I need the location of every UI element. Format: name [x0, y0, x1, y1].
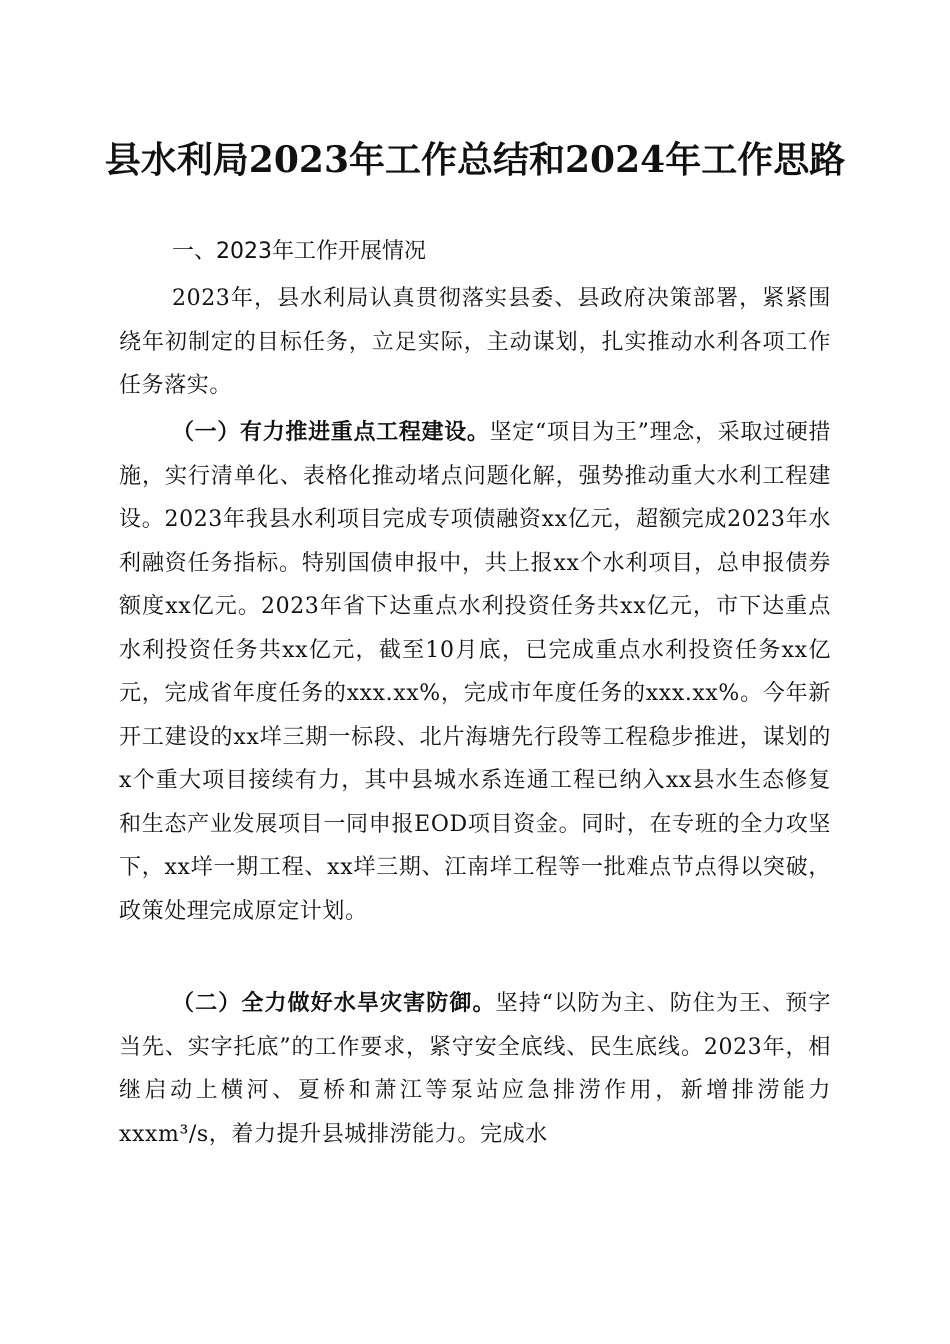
- item1-paragraph: [119, 411, 831, 933]
- item2-body: 坚持“以防为主、防住为王、预字当先、实字托底”的工作要求，紧守安全底线、民生底线。2023年，相继启动上横河、夏桥和萧江等泵站应急排涝作用，新增排涝能力xxxm³/s，着力提升县城排涝能力。完成水: [119, 991, 831, 1147]
- item1-body: 坚定“项目为王”理念，采取过硬措施，实行清单化、表格化推动堵点问题化解，强势推动重大水利工程建设。2023年我县水利项目完成专项债融资xx亿元，超额完成2023年水利融资任务指标。特别国债申报中，共上报xx个水利项目，总申报债券额度xx亿元。2023年省下达重点水利投资任务共xx亿元，市下达重点水利投资任务共xx亿元，截至10月底，已完成重点水利投资任务xx亿元，完成省年度任务的xxx.xx%，完成市年度任务的xxx.xx%。今年新开工建设的xx垟三期一标段、北片海塘先行段等工程稳步推进，谋划的x个重大项目接续有力，其中县城水系连通工程已纳入xx县水生态修复和生态产业发展项目一同申报EOD项目资金。同时，在专班的全力攻坚下，xx垟一期工程、xx垟三期、江南垟工程等一批难点节点得以突破，政策处理完成原定计划。: [119, 420, 831, 924]
- document-title: 县水利局2023年工作总结和2024年工作思路: [104, 139, 846, 181]
- item2-paragraph: [119, 982, 831, 1156]
- item2-lead: （二）全力做好水旱灾害防御。: [172, 990, 496, 1016]
- intro-paragraph: 2023年，县水利局认真贯彻落实县委、县政府决策部署，紧紧围绕年初制定的目标任务，立足实际，主动谋划，扎实推动水利各项工作任务落实。: [119, 286, 831, 398]
- section-heading: 一、2023年工作开展情况: [172, 239, 426, 264]
- item1-lead: （一）有力推进重点工程建设。: [172, 419, 490, 445]
